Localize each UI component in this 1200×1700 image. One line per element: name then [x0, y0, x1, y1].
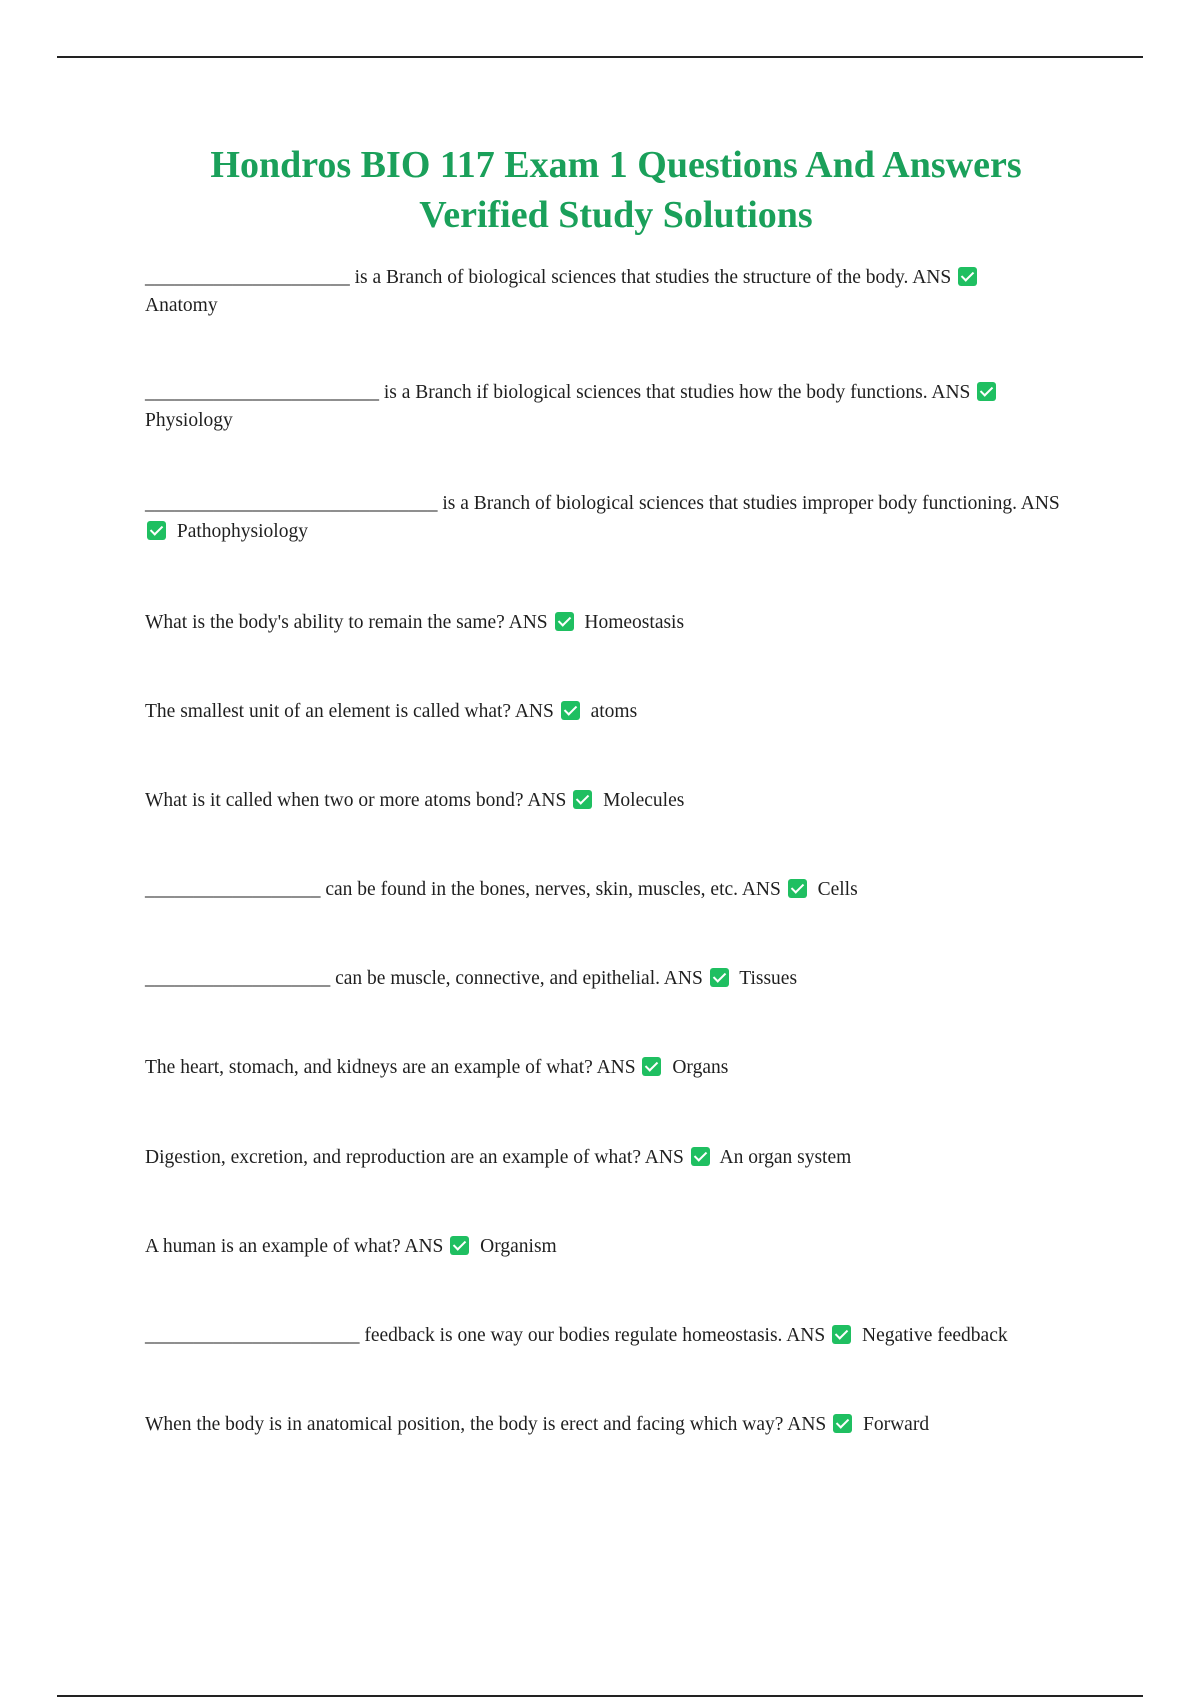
- qa-item: [145, 876, 1065, 904]
- qa-item: [145, 698, 1065, 726]
- check-box-icon: [561, 701, 580, 720]
- answer-text: atoms: [590, 701, 638, 722]
- check-box-icon: [642, 1057, 661, 1076]
- check-box-icon: [977, 382, 996, 401]
- answer-text: Cells: [817, 879, 858, 900]
- qa-item: [145, 490, 1065, 546]
- qa-item: [145, 1054, 1065, 1082]
- check-box-icon: [833, 1414, 852, 1433]
- qa-item: [145, 1233, 1065, 1261]
- check-box-icon: [147, 521, 166, 540]
- qa-item: [145, 787, 1065, 815]
- check-box-icon: [573, 790, 592, 809]
- top-rule: [57, 56, 1143, 58]
- question-text: ______________________________ is a Branch of biological sciences that studies improper body functioning. ANS: [145, 493, 1060, 514]
- question-text: _____________________ is a Branch of biological sciences that studies the structure of the body. ANS: [145, 267, 952, 288]
- answer-text: Physiology: [145, 410, 233, 431]
- check-box-icon: [710, 968, 729, 987]
- check-box-icon: [958, 267, 977, 286]
- qa-item: [145, 1144, 1065, 1172]
- question-text: When the body is in anatomical position, the body is erect and facing which way? ANS: [145, 1414, 827, 1435]
- qa-item: [145, 379, 1065, 435]
- question-text: ________________________ is a Branch if biological sciences that studies how the body functions. ANS: [145, 382, 971, 403]
- answer-text: Organism: [480, 1236, 557, 1257]
- check-box-icon: [691, 1147, 710, 1166]
- answer-text: Forward: [863, 1414, 930, 1435]
- question-text: ______________________ feedback is one way our bodies regulate homeostasis. ANS: [145, 1325, 826, 1346]
- answer-text: An organ system: [719, 1147, 852, 1168]
- qa-item: [145, 965, 1065, 993]
- title-line-2: Verified Study Solutions: [419, 194, 813, 236]
- question-text: Digestion, excretion, and reproduction are an example of what? ANS: [145, 1147, 684, 1168]
- question-text: __________________ can be found in the bones, nerves, skin, muscles, etc. ANS: [145, 879, 781, 900]
- question-text: What is it called when two or more atoms bond? ANS: [145, 790, 567, 811]
- question-text: ___________________ can be muscle, connective, and epithelial. ANS: [145, 968, 703, 989]
- answer-text: Negative feedback: [861, 1325, 1008, 1346]
- answer-text: Tissues: [739, 968, 798, 989]
- answer-text: Molecules: [603, 790, 685, 811]
- answer-text: Pathophysiology: [176, 521, 308, 542]
- answer-text: Organs: [672, 1057, 729, 1078]
- answer-text: Homeostasis: [584, 612, 685, 633]
- bottom-rule: [57, 1695, 1143, 1697]
- question-text: A human is an example of what? ANS: [145, 1236, 444, 1257]
- answer-text: Anatomy: [145, 295, 218, 316]
- qa-item: [145, 1411, 1065, 1439]
- question-text: The smallest unit of an element is called what? ANS: [145, 701, 554, 722]
- qa-item: [145, 264, 1065, 320]
- check-box-icon: [788, 879, 807, 898]
- qa-item: [145, 1322, 1065, 1350]
- check-box-icon: [450, 1236, 469, 1255]
- check-box-icon: [555, 612, 574, 631]
- question-text: The heart, stomach, and kidneys are an example of what? ANS: [145, 1057, 636, 1078]
- document-title: [0, 140, 1200, 240]
- qa-item: [145, 609, 1065, 637]
- question-text: What is the body's ability to remain the same? ANS: [145, 612, 548, 633]
- title-line-1: Hondros BIO 117 Exam 1 Questions And Answers: [210, 144, 1022, 186]
- check-box-icon: [832, 1325, 851, 1344]
